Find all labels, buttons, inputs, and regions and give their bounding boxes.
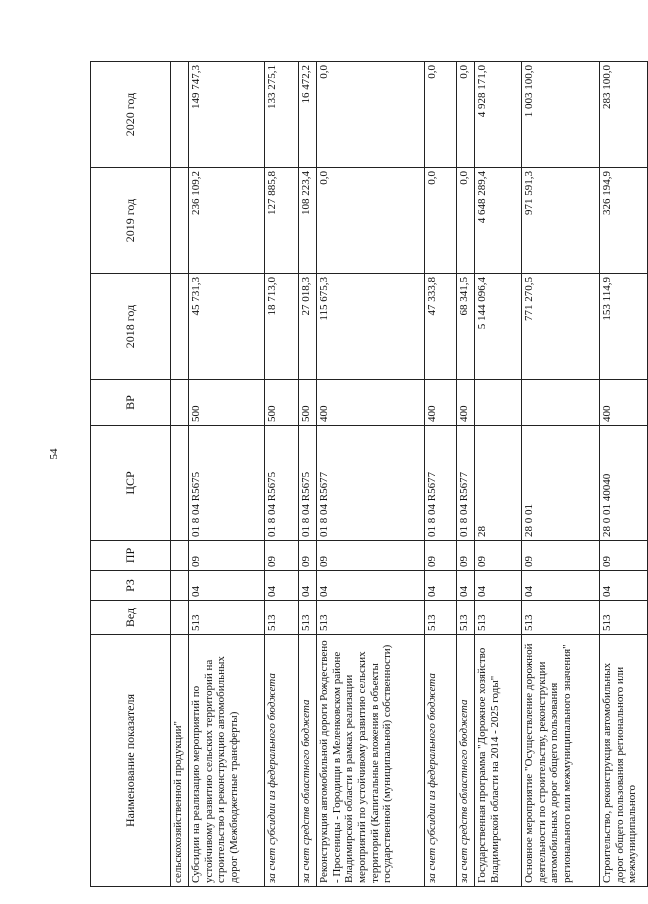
header-name: Наименование показателя <box>91 635 171 887</box>
row-2018: 27 018,3 <box>299 274 317 380</box>
table-row <box>171 62 189 887</box>
row-name: Субсидии на реализацию мероприятий по устойчивому развитию сельских территорий на строительство и реконструкцию автомобильных дорог (Межбюджетные трансферты) <box>189 635 265 887</box>
row-vr: 500 <box>299 380 317 426</box>
row-ved: 513 <box>299 601 317 635</box>
table-row <box>475 62 522 887</box>
row-2020: 4 928 171,0 <box>475 62 522 168</box>
row-ved: 513 <box>425 601 457 635</box>
row-pr: 09 <box>425 541 457 571</box>
row-vr: 400 <box>457 380 475 426</box>
row-vr: 400 <box>600 380 648 426</box>
row-name: за счет средств областного бюджета <box>299 635 317 887</box>
table-row <box>189 62 265 887</box>
row-vr: 400 <box>425 380 457 426</box>
row-rz: 04 <box>317 571 425 601</box>
row-2020: 0,0 <box>425 62 457 168</box>
rotated-table-container <box>90 62 639 887</box>
row-rz: 04 <box>457 571 475 601</box>
row-pr: 09 <box>299 541 317 571</box>
table-wrapper <box>90 62 639 887</box>
header-pr: ПР <box>91 541 171 571</box>
row-rz: 04 <box>299 571 317 601</box>
row-name: за счет средств областного бюджета <box>457 635 475 887</box>
table-row <box>317 62 425 887</box>
row-csr: 01 8 04 R5677 <box>317 426 425 541</box>
row-rz <box>171 571 189 601</box>
row-vr <box>475 380 522 426</box>
row-pr: 09 <box>189 541 265 571</box>
row-ved: 513 <box>189 601 265 635</box>
table-row <box>299 62 317 887</box>
row-csr <box>171 426 189 541</box>
header-2019: 2019 год <box>91 168 171 274</box>
row-name: Строительство, реконструкция автомобильных дорог общего пользования регионального или межмуниципального <box>600 635 648 887</box>
row-csr: 01 8 04 R5677 <box>425 426 457 541</box>
table-row <box>522 62 600 887</box>
table-row <box>457 62 475 887</box>
row-2018: 115 675,3 <box>317 274 425 380</box>
row-2020: 1 003 100,0 <box>522 62 600 168</box>
row-2019 <box>171 168 189 274</box>
row-pr: 09 <box>475 541 522 571</box>
row-name: Реконструкция автомобильной дороги Рождествено - Просеницы - Городищи в Меленковском районе Владимирской области в рамках реализации мероприятий по устойчивому развитию сельских территорий (Капитальные вложения в объекты государственной (муниципальной) собственности) <box>317 635 425 887</box>
row-rz: 04 <box>425 571 457 601</box>
row-2018: 45 731,3 <box>189 274 265 380</box>
header-vr: ВР <box>91 380 171 426</box>
row-vr <box>171 380 189 426</box>
row-2020: 133 275,1 <box>265 62 299 168</box>
row-2018: 18 713,0 <box>265 274 299 380</box>
row-2020: 16 472,2 <box>299 62 317 168</box>
row-2019: 108 223,4 <box>299 168 317 274</box>
row-csr: 01 8 04 R5675 <box>299 426 317 541</box>
row-ved: 513 <box>457 601 475 635</box>
row-2019: 0,0 <box>317 168 425 274</box>
row-csr: 28 <box>475 426 522 541</box>
row-ved <box>171 601 189 635</box>
row-name: за счет субсидии из федерального бюджета <box>425 635 457 887</box>
row-2020: 0,0 <box>457 62 475 168</box>
row-ved: 513 <box>317 601 425 635</box>
row-2019: 971 591,3 <box>522 168 600 274</box>
row-pr: 09 <box>600 541 648 571</box>
row-vr: 500 <box>189 380 265 426</box>
row-2018 <box>171 274 189 380</box>
header-rz: РЗ <box>91 571 171 601</box>
row-pr <box>171 541 189 571</box>
row-vr: 400 <box>317 380 425 426</box>
row-2020: 283 100,0 <box>600 62 648 168</box>
budget-table <box>90 61 648 887</box>
row-2019: 4 648 289,4 <box>475 168 522 274</box>
row-name: за счет субсидии из федерального бюджета <box>265 635 299 887</box>
row-2018: 153 114,9 <box>600 274 648 380</box>
row-pr: 09 <box>522 541 600 571</box>
table-header-row <box>91 62 171 887</box>
table-row <box>425 62 457 887</box>
row-csr: 28 0 01 <box>522 426 600 541</box>
row-2019: 236 109,2 <box>189 168 265 274</box>
row-csr: 01 8 04 R5677 <box>457 426 475 541</box>
row-pr: 09 <box>317 541 425 571</box>
row-ved: 513 <box>522 601 600 635</box>
header-2018: 2018 год <box>91 274 171 380</box>
row-name: Основное мероприятие "Осуществление дорожной деятельности по строительству, реконструкции автомобильных дорог общего пользования регионального или межмуниципального значения" <box>522 635 600 887</box>
row-name: Государственная программа "Дорожное хозяйство Владимирской области на 2014 - 2025 годы" <box>475 635 522 887</box>
row-2019: 127 885,8 <box>265 168 299 274</box>
row-rz: 04 <box>522 571 600 601</box>
row-2020: 0,0 <box>317 62 425 168</box>
header-ved: Вед <box>91 601 171 635</box>
header-csr: ЦСР <box>91 426 171 541</box>
row-rz: 04 <box>189 571 265 601</box>
row-2019: 326 194,9 <box>600 168 648 274</box>
row-2020 <box>171 62 189 168</box>
row-2019: 0,0 <box>457 168 475 274</box>
row-rz: 04 <box>475 571 522 601</box>
row-csr: 28 0 01 40040 <box>600 426 648 541</box>
row-ved: 513 <box>600 601 648 635</box>
page-number: 54 <box>48 448 60 460</box>
row-pr: 09 <box>457 541 475 571</box>
row-name: сельскохозяйственной продукции" <box>171 635 189 887</box>
row-vr <box>522 380 600 426</box>
row-rz: 04 <box>265 571 299 601</box>
table-row <box>265 62 299 887</box>
row-2018: 5 144 096,4 <box>475 274 522 380</box>
row-csr: 01 8 04 R5675 <box>189 426 265 541</box>
row-2019: 0,0 <box>425 168 457 274</box>
row-ved: 513 <box>265 601 299 635</box>
table-row <box>600 62 648 887</box>
row-2018: 771 270,5 <box>522 274 600 380</box>
row-pr: 09 <box>265 541 299 571</box>
row-2018: 68 341,5 <box>457 274 475 380</box>
row-2020: 149 747,3 <box>189 62 265 168</box>
row-csr: 01 8 04 R5675 <box>265 426 299 541</box>
row-ved: 513 <box>475 601 522 635</box>
row-rz: 04 <box>600 571 648 601</box>
row-2018: 47 333,8 <box>425 274 457 380</box>
row-vr: 500 <box>265 380 299 426</box>
header-2020: 2020 год <box>91 62 171 168</box>
